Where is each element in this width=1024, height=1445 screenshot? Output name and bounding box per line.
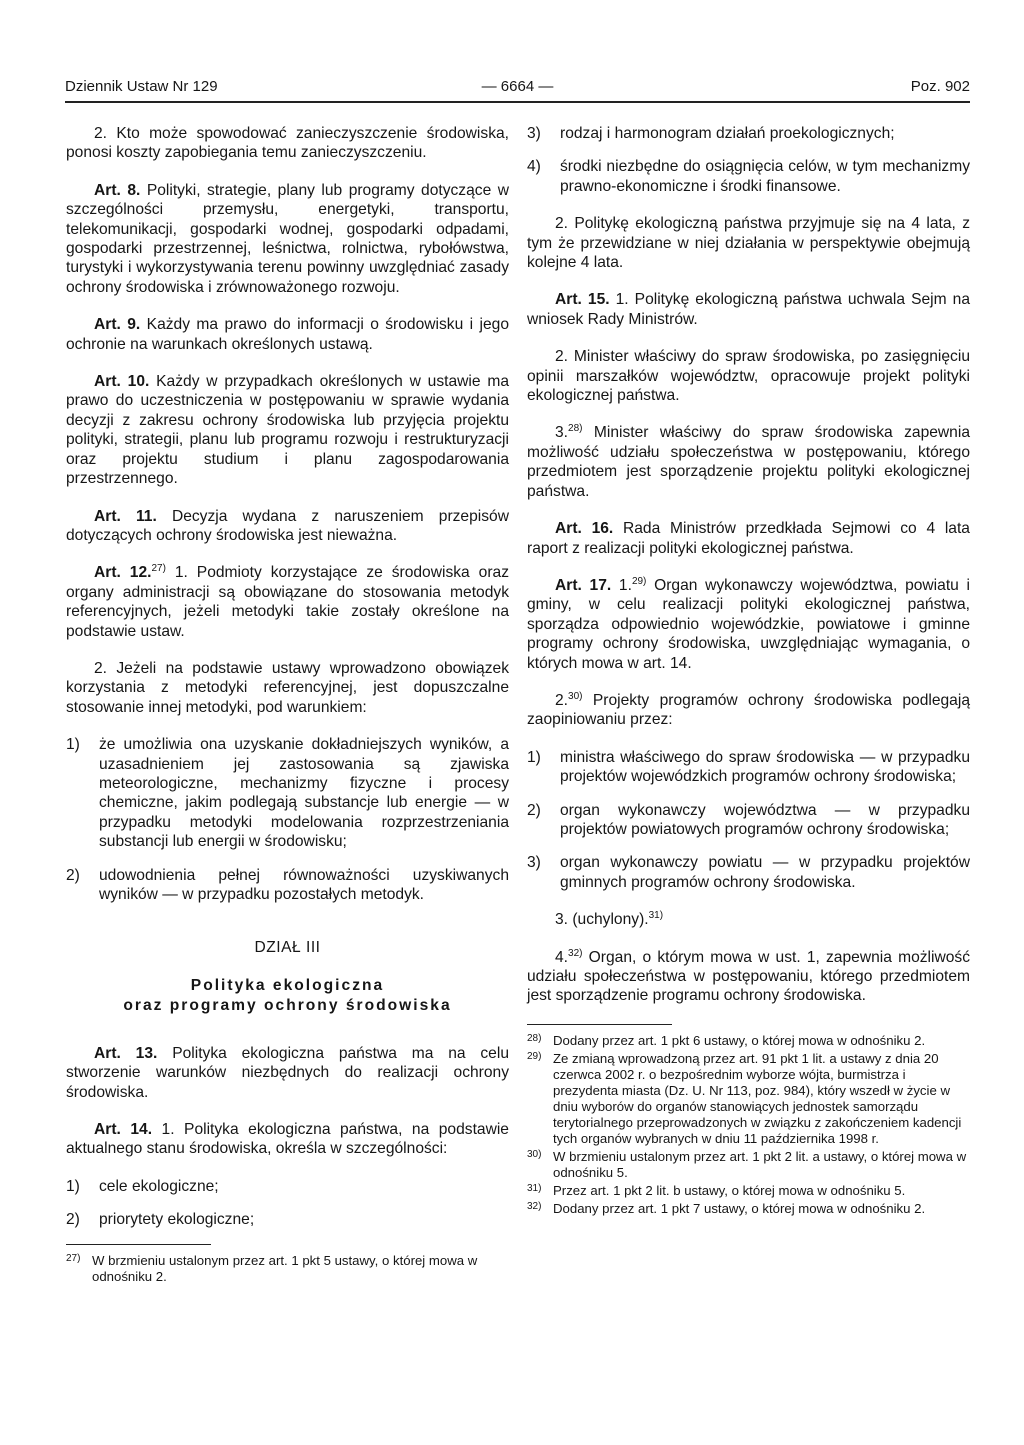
list-item (527, 853, 970, 892)
art12-label: Art. 12. (94, 564, 152, 582)
art17-number: 1. (618, 576, 632, 594)
footnote (66, 1253, 509, 1285)
footnote-ref-32: 32) (568, 947, 583, 959)
art17-par3-text: 3. (uchylony). (555, 911, 649, 929)
art11-text: Decyzja wydana z naruszeniem przepisów dotyczących ochrony środowiska jest nieważna. (66, 507, 509, 544)
art12-par2: 2. Jeżeli na podstawie ustawy wprowadzono obowiązek korzystania z metodyki referencyjnej, jest dopuszczalne stosowanie innej metodyki, pod warunkiem: (66, 659, 509, 716)
footnote-mark: 28) (527, 1032, 542, 1044)
list-item-text: udowodnienia pełnej równoważności uzyskiwanych wyników — w przypadku pozostałych metodyk. (99, 866, 509, 903)
art9-label: Art. 9. (94, 316, 141, 334)
section-title-line2: oraz programy ochrony środowiska (123, 996, 452, 1014)
art8-text: Polityki, strategie, plany lub programy dotyczące w szczególności przemysłu, energetyki, transportu, telekomunikacji, gospodarki wodnej, gospodarki odpadami, gospodarki przestrzennej, leśnictwa, rolnictwa, rybołówstwa, turystyki i wykorzystywania terenu powinny uwzględniać zasady ochrony środowiska i zrównoważonego rozwoju. (66, 181, 509, 296)
art15-par2: 2. Minister właściwy do spraw środowiska, po zasięgnięciu opinii marszałków województw, opracowuje projekt polityki ekologicznej państwa. (527, 348, 970, 405)
art14-label: Art. 14. (94, 1121, 153, 1139)
list-item-number: 1) (527, 748, 541, 766)
footnote-ref-28: 28) (568, 423, 583, 435)
footnote-mark: 30) (527, 1148, 542, 1160)
footnote-ref-29: 29) (631, 575, 647, 587)
list-item-number: 3) (527, 125, 541, 142)
art17-par4-number: 4. (555, 948, 569, 966)
footnote-mark: 29) (527, 1050, 542, 1062)
art7-par2: 2. Kto może spowodować zanieczyszczenie środowiska, ponosi koszty zapobiegania temu zanieczyszczeniu. (66, 125, 509, 162)
art14 (66, 1120, 509, 1159)
art17-par2-text: Projekty programów ochrony środowiska podlegają zaopiniowaniu przez: (527, 691, 970, 729)
list-item (66, 1210, 509, 1229)
footnote-text: Ze zmianą wprowadzoną przez art. 91 pkt 1 lit. a ustawy z dnia 20 czerwca 2002 r. o bezpośrednim wyborze wójta, burmistrza i prezydenta miasta (Dz. U. Nr 113, poz. 984), który wszedł w życie w dniu wyborów do organów stanowiących jednostek samorządu terytorialnego przeprowadzonych w związku z zakończeniem kadencji tych organów wybranych w dniu 11 października 1998 r. (553, 1050, 962, 1146)
list-item-text: ministra właściwego do spraw środowiska — w przypadku projektów wojewódzkich programów ochrony środowiska; (560, 748, 970, 786)
art9-text: Każdy ma prawo do informacji o środowisku i jego ochronie na warunkach określonych ustawą. (66, 316, 509, 353)
art17 (527, 576, 970, 673)
art9 (66, 315, 509, 354)
art13-label: Art. 13. (94, 1044, 158, 1062)
art13 (66, 1044, 509, 1102)
footnote-mark: 31) (527, 1182, 542, 1194)
art10-text: Każdy w przypadkach określonych w ustawie ma prawo do uczestniczenia w postępowaniu w sprawie wydania decyzji z zakresu ochrony środowiska lub przyjęcia projektu polityki, strategii, planu lub programu rozwoju i restrukturyzacji oraz projektu studium i planu zagospodarowania przestrzennego. (66, 373, 509, 488)
list-item-number: 3) (527, 854, 541, 872)
left-column (66, 124, 509, 1287)
list-item-text: organ wykonawczy powiatu — w przypadku projektów gminnych programów ochrony środowiska. (560, 854, 970, 891)
list-item-text: rodzaj i harmonogram działań proekologicznych; (560, 125, 895, 142)
list-item (527, 748, 970, 787)
art17-par4-text: Organ, o którym mowa w ust. 1, zapewnia możliwość udziału społeczeństwa w postępowaniu, którego przedmiotem jest sporządzenie programu ochrony środowiska. (527, 948, 970, 1005)
art10-label: Art. 10. (94, 373, 150, 391)
page-number: — 6664 — (481, 78, 554, 95)
art15-par3 (527, 423, 970, 501)
list-item (527, 124, 970, 143)
footnote (527, 1183, 970, 1199)
list-item-number: 2) (66, 866, 80, 884)
list-item-text: cele ekologiczne; (99, 1177, 219, 1195)
art15-label: Art. 15. (555, 291, 610, 309)
footnote-text: Przez art. 1 pkt 2 lit. b ustawy, o której mowa w odnośniku 5. (553, 1182, 906, 1198)
art16-label: Art. 16. (555, 520, 614, 538)
art8 (66, 181, 509, 297)
list-item (527, 801, 970, 840)
art12-text: 1. Podmioty korzystające ze środowiska oraz organy administracji są obowiązane do stosowania metodyk referencyjnych, jeżeli metodyki takie zostały określone na podstawie ustaw. (66, 564, 509, 640)
section-heading: DZIAŁ III (254, 939, 321, 957)
list-item (66, 1177, 509, 1196)
footnote-mark: 27) (66, 1252, 81, 1264)
art8-label: Art. 8. (94, 181, 141, 199)
footnote (527, 1033, 970, 1049)
footnote (527, 1201, 970, 1217)
art13-text: Polityka ekologiczna państwa ma na celu stworzenie warunków niezbędnych do realizacji ochrony środowiska. (66, 1044, 509, 1101)
footnote-mark: 32) (527, 1200, 542, 1212)
footnote-rule (527, 1024, 672, 1025)
art15 (527, 290, 970, 329)
art16 (527, 519, 970, 558)
art11-label: Art. 11. (94, 507, 157, 525)
right-column (527, 124, 970, 1219)
art17-par2 (527, 691, 970, 730)
art17-par4 (527, 948, 970, 1006)
position-number: Poz. 902 (910, 78, 970, 95)
list-item-text: priorytety ekologiczne; (99, 1211, 255, 1229)
list-item (66, 735, 509, 851)
list-item-number: 1) (66, 736, 80, 754)
list-item-text: środki niezbędne do osiągnięcia celów, w tym mechanizmy prawno-ekonomiczne i środki finansowe. (560, 158, 970, 195)
art17-par3 (527, 910, 970, 929)
footnote-rule (66, 1244, 211, 1245)
footnote-text: Dodany przez art. 1 pkt 6 ustawy, o której mowa w odnośniku 2. (553, 1032, 926, 1048)
header-rule (65, 101, 970, 103)
journal-title: Dziennik Ustaw Nr 129 (65, 78, 218, 95)
art17-text: Organ wykonawczy województwa, powiatu i gminy, w celu realizacji polityki ekologicznej państwa, sporządza odpowiednio wojewódzkie, powiatowe i gminne programy ochrony środowiska, uwzględniając wymagania, o których mowa w art. 14. (527, 576, 970, 672)
section-title-line1: Polityka ekologiczna (190, 976, 385, 994)
footnote-text: Dodany przez art. 1 pkt 7 ustawy, o której mowa w odnośniku 2. (553, 1200, 926, 1216)
list-item-number: 1) (66, 1177, 80, 1195)
art17-par2-number: 2. (555, 691, 569, 709)
art10 (66, 372, 509, 488)
list-item-number: 4) (527, 158, 541, 176)
list-item-text: organ wykonawczy województwa — w przypadku projektów powiatowych programów ochrony środowiska; (560, 801, 970, 838)
footnote (527, 1051, 970, 1147)
art16-text: Rada Ministrów przedkłada Sejmowi co 4 lata raport z realizacji polityki ekologicznej państwa. (527, 520, 970, 557)
art17-label: Art. 17. (555, 576, 612, 594)
list-item-text: że umożliwia ona uzyskanie dokładniejszych wyników, a uzasadnieniem jej zastosowania są zjawiska meteorologiczne, mechanizmy fizyczne i procesy chemiczne, jakim podlegają substancje lub energie — w przypadku metodyki modelowania rozprzestrzeniania substancji lub energii w środowisku; (99, 736, 509, 851)
page-header (65, 78, 970, 102)
art14-par2: 2. Politykę ekologiczną państwa przyjmuje się na 4 lata, z tym że przewidziane w niej działania w perspektywie obejmują kolejne 4 lata. (527, 215, 970, 272)
art15-text: 1. Politykę ekologiczną państwa uchwala Sejm na wniosek Rady Ministrów. (527, 291, 970, 328)
art11 (66, 507, 509, 546)
art15-par3-text: Minister właściwy do spraw środowiska zapewnia możliwość udziału społeczeństwa w postępowaniu, którego przedmiotem jest sporządzenie projektu polityki ekologicznej państwa. (527, 424, 970, 500)
footnote-ref-30: 30) (568, 690, 583, 702)
footnote (527, 1149, 970, 1181)
footnote-text: W brzmieniu ustalonym przez art. 1 pkt 2 lit. a ustawy, o której mowa w odnośniku 5. (553, 1148, 967, 1180)
art14-text: 1. Polityka ekologiczna państwa, na podstawie aktualnego stanu środowiska, określa w szczególności: (66, 1121, 509, 1158)
art15-par3-number: 3. (555, 424, 569, 442)
section-title (66, 976, 509, 1016)
list-item (527, 157, 970, 196)
footnote-ref-27: 27) (151, 563, 166, 575)
art12 (66, 563, 509, 641)
list-item-number: 2) (66, 1211, 80, 1229)
footnote-text: W brzmieniu ustalonym przez art. 1 pkt 5 ustawy, o której mowa w odnośniku 2. (92, 1252, 478, 1284)
list-item (66, 866, 509, 905)
footnote-ref-31: 31) (648, 910, 664, 921)
list-item-number: 2) (527, 801, 541, 819)
